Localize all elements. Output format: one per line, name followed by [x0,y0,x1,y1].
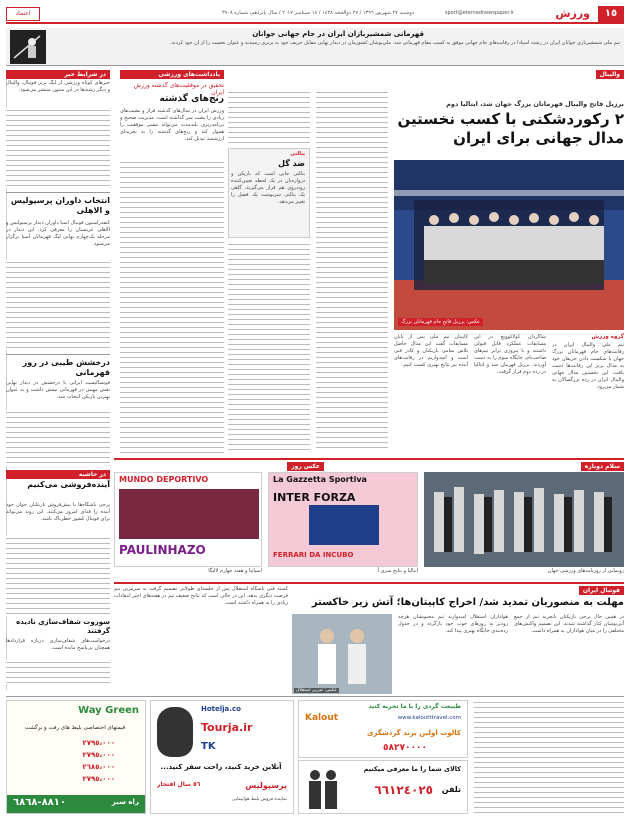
fencing-photo [10,30,46,64]
rooyesh-phone-label: تلفن [441,785,461,794]
middle-column [120,70,224,455]
sidebar-column [228,90,310,450]
kalout-site: www.kaloutttravel.com [397,715,461,721]
left-column-brief-lines [6,108,110,188]
players-photo [292,614,392,694]
way-green-phone: ٨٨١٠-٦٨٦٨ [13,797,66,808]
tourja-company-sub: نماینده فروش بلیط هواپیمایی [231,797,287,802]
kalout-brand: Kalout [305,713,339,723]
mundo-cover [114,472,262,567]
middle-column-text [120,160,224,455]
story-3-headline: آینده‌فروشی می‌کنیم [27,480,110,489]
volleyball-byline: گروه ورزش [591,334,624,340]
story-2-headline: درخشش طیبی در روز قهرمانی [22,358,110,377]
story-1-body: کنفدراسیون فوتبال آسیا داوران دیدار پرسپولیس و الاهلی عربستان را معرفی کرد. این دیدار در مرحله یک‌چهارم نهایی لیگ قهرمانان آسیا برگزار می‌شود. [6,220,110,247]
gazzetta-caption: ایتالیا و نتایج سری آ [377,568,418,574]
middle-column-body: ورزش ایران در سال‌های گذشته فراز و نشیب‌های زیادی را پشت سر گذاشته است. مدیریت صحیح و برنامه‌ریزی بلندمدت می‌تواند مسیر موفقیت را هموار کند و رنج‌های گذشته را به تجربه‌ای ارزشمند تبدیل کند. [120,108,224,142]
ads-row-text-column [474,700,624,814]
story-3-body: برخی باشگاه‌ها با پیش‌فروش بازیکنان جوان خود آینده را فدای امروز می‌کنند. این روند می‌تواند برای فوتبال کشور خطرناک باشد. [6,502,110,522]
date-line: دوشنبه ٢٧ شهریور ١٣٩٦ / ٢٧ ذوالحجه ١٤٣٨ / ١٨ سپتامبر ٢٠١٧ / سال پانزدهم، شماره ٣٩٠٨ [221,10,414,16]
banner-headline: قهرمانی شمشیربازان ایران در جام جهانی جوانان [252,30,424,38]
businessmen-illustration [303,765,343,811]
way-green-phone-bar [7,795,145,813]
tourja-brand: Tourja.ir [201,721,253,734]
volleyball-tag: والیبال [596,70,624,79]
volleyball-body-3: کاپیتان تیم ملی پس از پایان مسابقات گفت این مدال حاصل تلاش تمامی بازیکنان و کادر فنی است و امیدواریم در رقابت‌های آینده نیز نتایج بهتری کسب کنیم. [394,334,468,368]
mundo-title: MUNDO DEPORTIVO [119,475,209,484]
ad-tourja[interactable] [150,700,294,814]
volleyball-continued-column [316,90,388,450]
middle-column-tag: یادداشت‌های ورزشی [120,70,224,79]
section-title: ورزش [555,7,590,20]
tourja-company: پرسپولیس [245,781,287,790]
photo-of-day-tag: عکس روز [287,462,324,471]
crowd-photo-caption: رونمایی از روزنامه‌های ورزشی جهان [547,568,624,574]
banner-body: تیم ملی شمشیربازی جوانان ایران در رشته اسپادا در رقابت‌های جام جهانی موفق به کسب مقام قهرمانی شد. ملی‌پوشان کشورمان در دیدار نهایی مقابل حریف خود به برتری رسیدند و عنوان نخست را از آن خود کردند. [170,40,620,46]
crowd-photo [424,472,624,567]
ad-kalout[interactable] [298,700,468,758]
sidebar-text-lower [228,242,310,450]
middle-column-headline: رنج‌های گذشته [159,94,224,104]
way-green-price-1: ٢٧٩٥،٠٠٠ [82,739,115,747]
kalout-slogan: طبیعت گردی را با ما تجربه کنید [368,703,461,710]
gazzetta-title: La Gazzetta Sportiva [273,475,367,484]
sidebar-text-upper [228,90,310,145]
stadium-crowd-photo [424,472,624,567]
bottom-story-headline: مهلت به منصوریان تمدید شد/ اخراج کاپیتان‌ها؛ آتش زیر خاکستر [311,597,624,608]
volleyball-photo-caption: عکس: برزیل فاتح جام قهرمانان بزرگ [398,318,483,326]
page-header [6,6,624,24]
rooyesh-slogan: کالای شما را ما معرفی میکنیم [363,765,461,773]
page-number: ١٥ [598,6,624,22]
tourja-years: ٥٦ سال افتخار [157,781,201,788]
newspaper-logo: اعتماد [6,7,40,21]
volleyball-body-1: تیم ملی والیبال ایران در رقابت‌های جام قهرمانان بزرگ جهان با شکست دادن حریفان خود به مدال برنز این رقابت‌ها دست یافت. این نخستین مدال جهانی والیبال ایران در رده بزرگسالان به شمار می‌رود. [552,342,624,390]
penalty-headline: ضد گل [278,159,305,168]
bottom-story-photo [292,614,392,694]
middle-column-subhead: تحقیق در موفقیت‌های گذشته ورزش ایران [133,82,224,96]
story-3-tag: در حاشیه [6,470,110,479]
way-green-line: قیمتهای اختصاصی بلیط های رفت و برگشت [24,725,126,731]
bottom-story-body-2: در همین حال برخی بازیکنان باتجربه تیم از جمع آبی‌پوشان کنار گذاشته شدند. این تصمیم واکنش‌های مختلفی را در میان هواداران به همراه داشت. [514,614,624,634]
ad-way-green[interactable] [6,700,146,814]
left-column-tag: در شرایط خبر [6,70,110,79]
kalout-phone: ٥٨٢٧٠٠٠٠ [383,743,427,753]
volleyball-photo [394,160,624,330]
section-email: sport@etemadnewspaper.ir [444,10,514,16]
mundo-caption: اسپانیا و هفته چهارم لالیگا [208,568,262,574]
volleyball-body-2: شاگردان کولاکوویچ در این مسابقات عملکرد قابل قبولی داشتند و با پیروزی برابر تیم‌های صاحب‌نام، جایگاه سوم را به دست آوردند. برزیل قهرمان شد و ایتالیا در رده دوم قرار گرفت. [474,334,546,375]
left-column-briefs: خبرهای کوتاه ورزشی از لیگ برتر فوتبال، والیبال و دیگر رشته‌ها در این ستون منتشر می‌شود. [6,80,110,93]
top-banner [6,28,624,66]
rooyesh-phone: ٦٦١٢٤٠٢٥ [374,783,433,797]
gazzetta-cover [268,472,418,567]
volleyball-headline: ٢ رکوردشکنی با کسب نخستین مدال جهانی برای ایران [397,110,624,147]
story-1-headline: انتخاب داوران پرسپولیس و الاهلی [10,196,110,215]
tourja-tagline: آنلاین خرید کنید، راحت سفر کنید... [160,763,282,771]
gazzetta-sub: FERRARI DA INCUBO [273,551,354,559]
newspapers-row [114,462,624,580]
ad-rooyesh[interactable] [298,760,468,814]
penalty-body: پنالتی جایی است که بازیکن و دروازه‌بان در یک لحظه تعیین‌کننده روبه‌روی هم قرار می‌گیرند. گاهی یک پنالتی سرنوشت یک فصل را تغییر می‌دهد. [231,171,305,205]
mundo-photo [119,489,259,539]
kalout-sub: کالوت اولین برند گردشگری [367,729,461,737]
volleyball-story [394,70,624,455]
volleyball-supertitle: برزیل فاتح والیبال قهرمانان بزرگ جهان شد، ایتالیا دوم [446,100,624,108]
penalty-tag: پنالتی [290,151,305,157]
way-green-price-4: ٢٧٩٥،٠٠٠ [82,775,115,783]
way-green-logo: Way Green [78,705,139,716]
left-column [6,70,110,690]
bottom-story-body-3: هواداران استقلال امیدوارند تیم محبوبشان هرچه زودتر به روزهای خوب خود بازگردد و در جدول رده‌بندی جایگاه بهتری پیدا کند. [398,614,508,634]
volleyball-team-photo [394,160,624,330]
tourja-site: Hotelja.co [201,705,241,713]
bottom-story-photo-caption: عکس: تمرین استقلال [296,688,337,693]
way-green-price-3: ٢٦٨٥،٠٠٠ [82,763,115,771]
penalty-box [228,148,310,238]
bottom-story [114,586,624,694]
gazzetta-headline: INTER FORZA [273,491,356,504]
way-green-phone-label: راه سبز [111,798,139,806]
bottom-story-body-1: کمیته فنی باشگاه استقلال پس از جلسه‌ای طولانی تصمیم گرفت به سرمربی تیم فرصت دیگری بدهد. این در حالی است که نتایج ضعیف تیم در هفته‌های اخیر انتقادات زیادی را به همراه داشته است. [114,586,288,606]
mundo-headline: PAULINHAZO [119,543,206,557]
fencer-icon [10,30,46,64]
mouse-icon [157,707,193,757]
tourja-tk: TK [201,741,216,752]
newspapers-tag: سلام دوباره [581,462,624,471]
way-green-price-2: ٢٧٩٥،٠٠٠ [82,751,115,759]
story-4-body: درخواست‌های شفاف‌سازی درباره قراردادها همچنان بی‌پاسخ مانده است. [6,638,110,651]
gazzetta-photo [309,505,379,545]
story-2-body: فوتسالیست ایرانی با درخشش در دیدار نهایی نقش مهمی در قهرمانی تیمش داشت و به عنوان بهترین بازیکن انتخاب شد. [6,380,110,400]
story-4-headline: سوروت شفاف‌سازی نادیده گرفتند [16,618,110,635]
bottom-story-tag: فوتبال ایران [579,586,624,595]
